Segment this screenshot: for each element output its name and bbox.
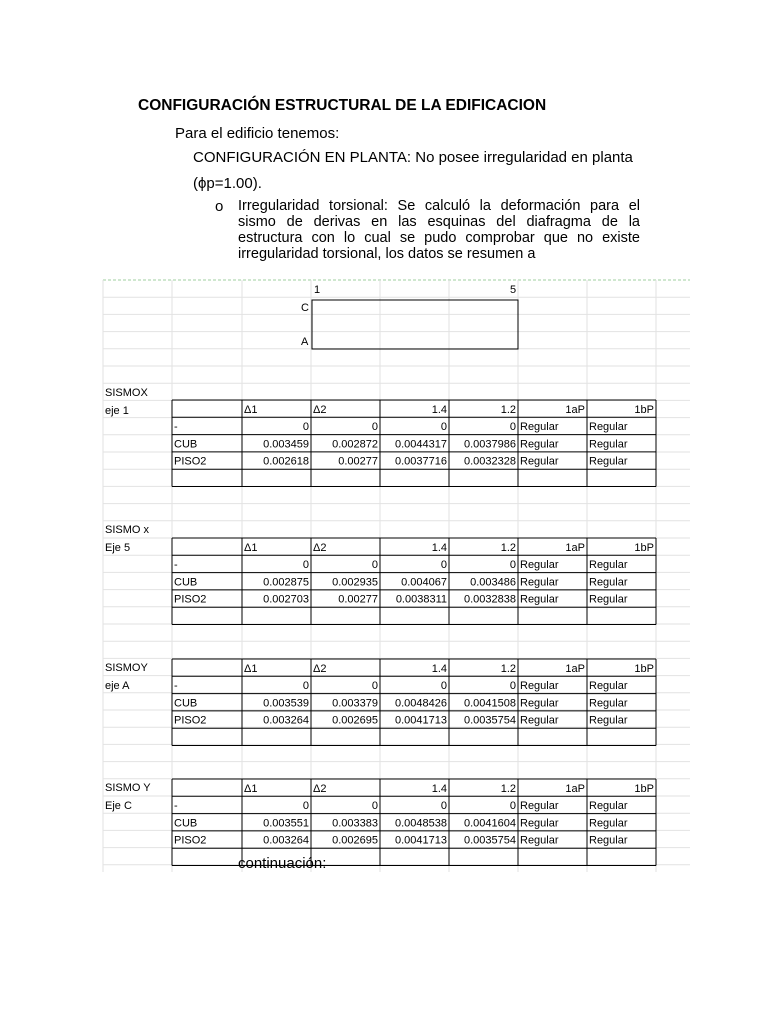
table-cell: 0.0032838: [464, 593, 516, 606]
table-cell: 0.003383: [332, 817, 378, 830]
table-cell: Regular: [589, 800, 628, 813]
table-cell: Regular: [589, 559, 628, 572]
plan-row-bottom: A: [301, 336, 309, 348]
table-cell: 0: [509, 800, 516, 813]
table-header-cell: 1bP: [634, 782, 654, 795]
table-cell: 0.0048426: [395, 697, 447, 710]
table-cell: -: [174, 421, 178, 434]
table-cell: Regular: [520, 576, 559, 589]
table-4-label-2: Eje C: [105, 800, 132, 812]
table-cell: 0: [440, 559, 447, 572]
table-cell: Regular: [589, 438, 628, 451]
table-cell: 0.0041713: [395, 834, 447, 847]
table-cell: Regular: [520, 593, 559, 606]
table-cell: Regular: [520, 421, 559, 434]
table-header-cell: Δ2: [313, 541, 327, 554]
table-cell: 0.0035754: [464, 834, 516, 847]
table-cell: Regular: [520, 697, 559, 710]
table-cell: PISO2: [174, 834, 207, 847]
table-cell: Regular: [520, 800, 559, 813]
table-header-cell: Δ2: [313, 662, 327, 675]
table-cell: 0: [509, 680, 516, 693]
table-cell: 0.002695: [332, 834, 378, 847]
table-cell: 0: [302, 559, 309, 572]
table-cell: 0.002703: [263, 593, 309, 606]
table-cell: 0.0038311: [395, 593, 447, 606]
table-2-label-1: SISMO x: [105, 524, 150, 536]
plan-col-right: 5: [510, 284, 517, 296]
table-cell: 0.002618: [263, 455, 309, 468]
table-header-cell: 1.4: [431, 662, 447, 675]
table-cell: CUB: [174, 817, 198, 830]
table-header-cell: 1bP: [634, 403, 654, 416]
table-cell: 0.00277: [338, 455, 378, 468]
table-header-cell: Δ1: [244, 782, 258, 795]
paragraph-line: Irregularidad torsional: Se calculó la deformación para el: [238, 198, 640, 214]
paragraph-line: irregularidad torsional, los datos se resumen a: [238, 246, 536, 262]
table-cell: -: [174, 559, 178, 572]
table-header-cell: 1.4: [431, 541, 447, 554]
table-cell: 0.002875: [263, 576, 309, 589]
intro-text: Para el edificio tenemos:: [175, 125, 340, 142]
table-cell: 0.003379: [332, 697, 378, 710]
table-cell: 0: [302, 800, 309, 813]
table-header-cell: 1aP: [565, 541, 585, 554]
table-cell: Regular: [520, 680, 559, 693]
plan-row-top: C: [301, 302, 309, 314]
table-cell: Regular: [520, 559, 559, 572]
table-cell: 0: [371, 800, 378, 813]
table-header-cell: 1.2: [500, 782, 516, 795]
table-header-cell: Δ1: [244, 541, 258, 554]
table-3: [172, 659, 656, 746]
table-cell: 0.002935: [332, 576, 378, 589]
data-tables: [172, 400, 656, 866]
table-cell: 0: [371, 421, 378, 434]
plan-rectangle: [312, 300, 518, 349]
table-cell: -: [174, 800, 178, 813]
table-cell: Regular: [589, 714, 628, 727]
table-header-cell: 1aP: [565, 662, 585, 675]
table-cell: 0: [440, 421, 447, 434]
table-labels: [105, 387, 151, 812]
continuation-text: continuación:: [238, 855, 327, 872]
table-header-cell: Δ1: [244, 403, 258, 416]
table-cell: 0.0048538: [395, 817, 447, 830]
table-cell: 0.002872: [332, 438, 378, 451]
table-header-cell: 1.4: [431, 782, 447, 795]
table-header-cell: Δ1: [244, 662, 258, 675]
table-cell: 0.002695: [332, 714, 378, 727]
table-cell: 0.0044317: [395, 438, 447, 451]
table-header-cell: 1.2: [500, 403, 516, 416]
table-cell: 0: [371, 680, 378, 693]
table-header-cell: 1bP: [634, 541, 654, 554]
table-header-cell: 1.2: [500, 662, 516, 675]
table-1-label-1: SISMOX: [105, 387, 148, 399]
table-header-cell: 1bP: [634, 662, 654, 675]
table-cell: Regular: [520, 455, 559, 468]
table-1-label-2: eje 1: [105, 405, 129, 417]
table-header-cell: Δ2: [313, 782, 327, 795]
table-cell: 0: [509, 559, 516, 572]
table-cell: 0.0041604: [464, 817, 516, 830]
table-cell: Regular: [589, 593, 628, 606]
table-cell: Regular: [589, 680, 628, 693]
table-cell: PISO2: [174, 455, 207, 468]
table-3-label-2: eje A: [105, 680, 130, 692]
table-header-cell: 1aP: [565, 782, 585, 795]
table-cell: Regular: [589, 834, 628, 847]
table-cell: 0.0032328: [464, 455, 516, 468]
table-cell: 0.003486: [470, 576, 516, 589]
table-2: [172, 538, 656, 625]
table-cell: Regular: [589, 697, 628, 710]
table-cell: 0: [440, 800, 447, 813]
table-cell: 0.003459: [263, 438, 309, 451]
table-cell: PISO2: [174, 593, 207, 606]
paragraph-line: sismo de derivas en las esquinas del diafragma de la: [238, 214, 640, 230]
table-header-cell: 1.2: [500, 541, 516, 554]
table-cell: 0: [371, 559, 378, 572]
table-4-label-1: SISMO Y: [105, 782, 151, 794]
table-cell: 0: [509, 421, 516, 434]
table-header-cell: 1.4: [431, 403, 447, 416]
plan-diagram: [301, 284, 518, 349]
paragraph-line: estructura con lo cual se pudo comprobar que no existe: [238, 230, 640, 246]
table-cell: 0.0037986: [464, 438, 516, 451]
table-cell: Regular: [520, 817, 559, 830]
table-cell: 0.003551: [263, 817, 309, 830]
table-cell: 0.0041713: [395, 714, 447, 727]
table-header-cell: 1aP: [565, 403, 585, 416]
table-cell: Regular: [589, 576, 628, 589]
config-text-line1: CONFIGURACIÓN EN PLANTA: No posee irregularidad en planta: [193, 149, 633, 166]
bullet-marker: o: [215, 198, 224, 215]
table-cell: Regular: [520, 834, 559, 847]
table-cell: 0.0035754: [464, 714, 516, 727]
table-cell: Regular: [589, 455, 628, 468]
gridlines: [103, 280, 690, 872]
table-cell: Regular: [520, 438, 559, 451]
config-text-line2: (ϕp=1.00).: [193, 175, 262, 192]
table-cell: PISO2: [174, 714, 207, 727]
table-cell: 0.003264: [263, 834, 309, 847]
table-1: [172, 400, 656, 487]
torsional-paragraph: [238, 198, 640, 262]
table-cell: 0: [440, 680, 447, 693]
plan-col-left: 1: [314, 284, 321, 296]
table-header-cell: Δ2: [313, 403, 327, 416]
table-cell: -: [174, 680, 178, 693]
table-cell: 0.003539: [263, 697, 309, 710]
table-cell: CUB: [174, 697, 198, 710]
table-cell: 0.003264: [263, 714, 309, 727]
table-cell: 0.0037716: [395, 455, 447, 468]
table-cell: CUB: [174, 438, 198, 451]
table-cell: 0: [302, 421, 309, 434]
document-heading: CONFIGURACIÓN ESTRUCTURAL DE LA EDIFICACION: [138, 97, 547, 114]
table-3-label-1: SISMOY: [105, 662, 148, 674]
table-2-label-2: Eje 5: [105, 542, 131, 554]
table-cell: CUB: [174, 576, 198, 589]
table-cell: Regular: [589, 421, 628, 434]
table-4: [172, 779, 656, 866]
table-cell: Regular: [589, 817, 628, 830]
table-cell: 0: [302, 680, 309, 693]
table-cell: 0.00277: [338, 593, 378, 606]
table-cell: 0.004067: [401, 576, 447, 589]
table-cell: 0.0041508: [464, 697, 516, 710]
table-cell: Regular: [520, 714, 559, 727]
